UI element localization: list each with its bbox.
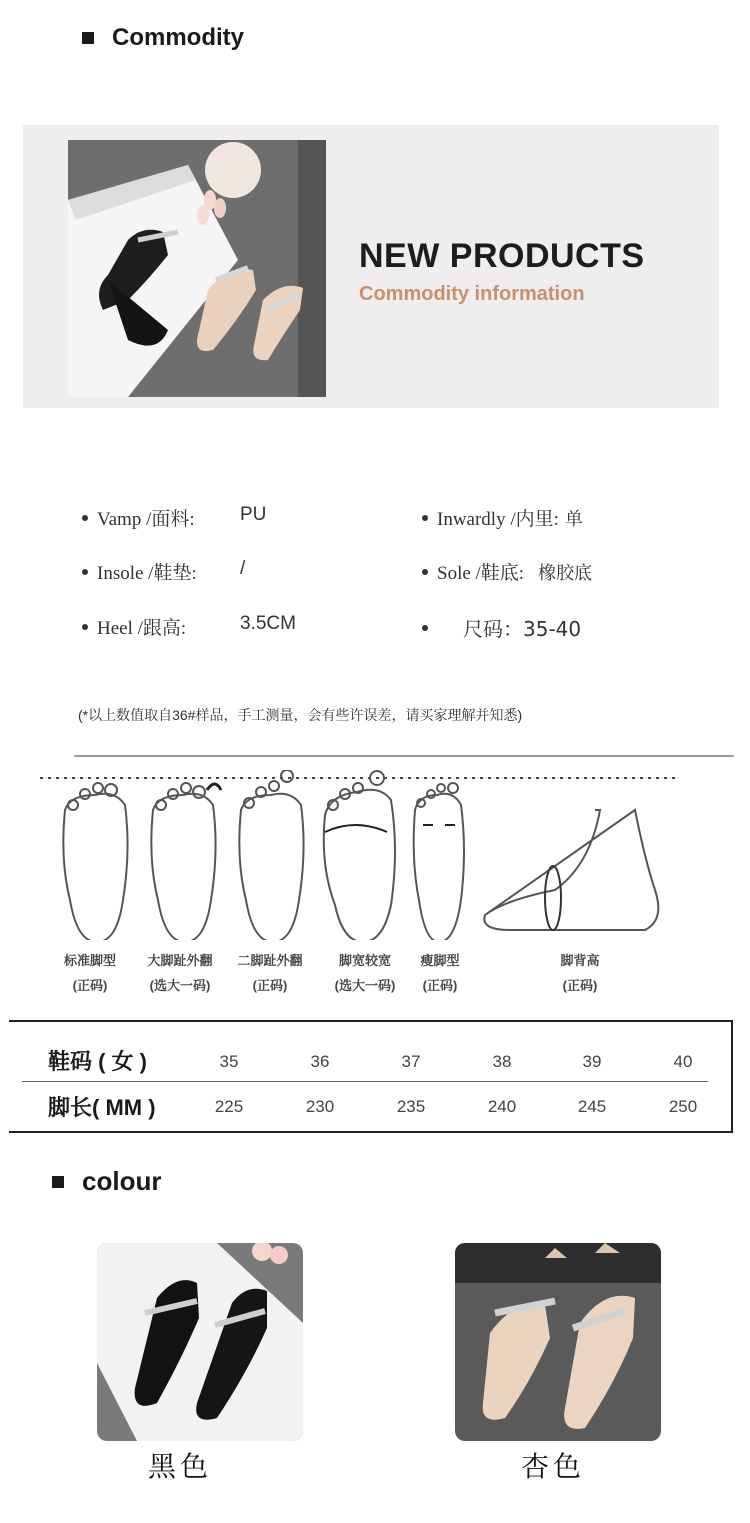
colour-name-apricot: 杏色 bbox=[520, 1451, 585, 1482]
colour-name-black: 黑色 bbox=[147, 1451, 212, 1482]
commodity-heading bbox=[82, 24, 244, 52]
size-cell: 40 bbox=[673, 1052, 693, 1071]
spec-value: 3.5CM bbox=[240, 613, 296, 634]
size-cell: 39 bbox=[582, 1052, 602, 1071]
colour-heading bbox=[52, 1166, 161, 1197]
spec-sole bbox=[422, 558, 592, 585]
length-cell: 225 bbox=[214, 1097, 244, 1116]
length-cell: 245 bbox=[577, 1097, 607, 1116]
foot-type-advice: (正码) bbox=[72, 978, 108, 993]
foot-type-name: 二脚趾外翻 bbox=[237, 953, 303, 968]
spec-label: Sole /鞋底: bbox=[437, 563, 525, 584]
length-cell: 230 bbox=[305, 1097, 335, 1116]
spec-value: 橡胶底 bbox=[538, 562, 593, 584]
foot-type-advice: (正码) bbox=[422, 978, 458, 993]
foot-type-advice: (正码) bbox=[562, 978, 598, 993]
foot-type-advice: (选大一码) bbox=[334, 978, 396, 993]
foot-type-diagram bbox=[35, 770, 685, 1010]
foot-type-name: 脚背高 bbox=[560, 953, 600, 968]
length-cell: 235 bbox=[396, 1097, 426, 1116]
spec-heel bbox=[82, 613, 186, 640]
size-cell: 37 bbox=[401, 1052, 421, 1071]
shoe-photo-illustration bbox=[68, 140, 326, 397]
bullet-dot-icon bbox=[422, 625, 428, 631]
foot-type-advice: (正码) bbox=[252, 978, 288, 993]
length-cell: 240 bbox=[487, 1097, 517, 1116]
spec-size-range bbox=[422, 613, 581, 642]
foot-type-label bbox=[135, 948, 225, 998]
bullet-dot-icon bbox=[82, 569, 88, 575]
commodity-heading-label: Commodity bbox=[112, 24, 244, 51]
foot-type-name: 标准脚型 bbox=[63, 953, 116, 968]
foot-type-name: 大脚趾外翻 bbox=[147, 953, 213, 968]
spec-value: 尺码：35-40 bbox=[463, 617, 582, 641]
spec-inwardly bbox=[422, 504, 583, 531]
spec-insole bbox=[82, 558, 197, 585]
size-table bbox=[9, 1020, 733, 1133]
length-cell: 250 bbox=[668, 1097, 698, 1116]
size-row-label: 鞋码 ( 女 ) bbox=[48, 1049, 147, 1074]
divider-line bbox=[74, 755, 734, 757]
apricot-shoe-photo bbox=[455, 1243, 661, 1441]
banner-title: NEW PRODUCTS bbox=[359, 237, 645, 275]
bullet-dot-icon bbox=[82, 624, 88, 630]
colour-swatch-apricot[interactable] bbox=[455, 1243, 661, 1441]
colour-swatch-black[interactable] bbox=[97, 1243, 303, 1441]
spec-label: Vamp /面料: bbox=[97, 509, 195, 530]
spec-label: Inwardly /内里: bbox=[437, 509, 559, 530]
banner-subtitle: Commodity information bbox=[359, 283, 585, 305]
spec-insole-value-wrap bbox=[240, 558, 245, 580]
spec-label: Heel /跟高: bbox=[97, 618, 187, 639]
bullet-dot-icon bbox=[422, 515, 428, 521]
foot-type-label bbox=[45, 948, 135, 998]
black-shoe-photo bbox=[97, 1243, 303, 1441]
spec-value: 单 bbox=[564, 508, 583, 530]
foot-type-name: 脚宽较宽 bbox=[338, 953, 391, 968]
size-cell: 36 bbox=[310, 1052, 330, 1071]
spec-value: PU bbox=[240, 504, 267, 525]
table-divider bbox=[22, 1081, 708, 1082]
size-cell: 35 bbox=[219, 1052, 239, 1071]
new-products-banner bbox=[23, 125, 719, 408]
spec-vamp-value-wrap bbox=[240, 504, 266, 526]
length-row-label: 脚长( MM ) bbox=[48, 1095, 156, 1120]
bullet-dot-icon bbox=[82, 515, 88, 521]
foot-type-label bbox=[225, 948, 315, 998]
foot-type-name: 瘦脚型 bbox=[420, 953, 460, 968]
measurement-note: (*以上数值取自36#样品，手工测量，会有些许误差，请买家理解并知悉) bbox=[78, 707, 523, 723]
spec-heel-value-wrap bbox=[240, 613, 296, 635]
foot-type-label bbox=[535, 948, 625, 998]
bullet-dot-icon bbox=[422, 569, 428, 575]
banner-product-photo[interactable] bbox=[68, 140, 326, 397]
foot-type-label bbox=[395, 948, 485, 998]
bullet-square-icon bbox=[52, 1176, 64, 1188]
foot-type-advice: (选大一码) bbox=[149, 978, 211, 993]
foot-outlines-illustration bbox=[35, 770, 685, 940]
spec-value: / bbox=[240, 558, 246, 579]
colour-heading-label: colour bbox=[82, 1166, 162, 1196]
spec-label: Insole /鞋垫: bbox=[97, 563, 197, 584]
bullet-square-icon bbox=[82, 32, 94, 44]
spec-vamp bbox=[82, 504, 195, 531]
size-cell: 38 bbox=[492, 1052, 512, 1071]
